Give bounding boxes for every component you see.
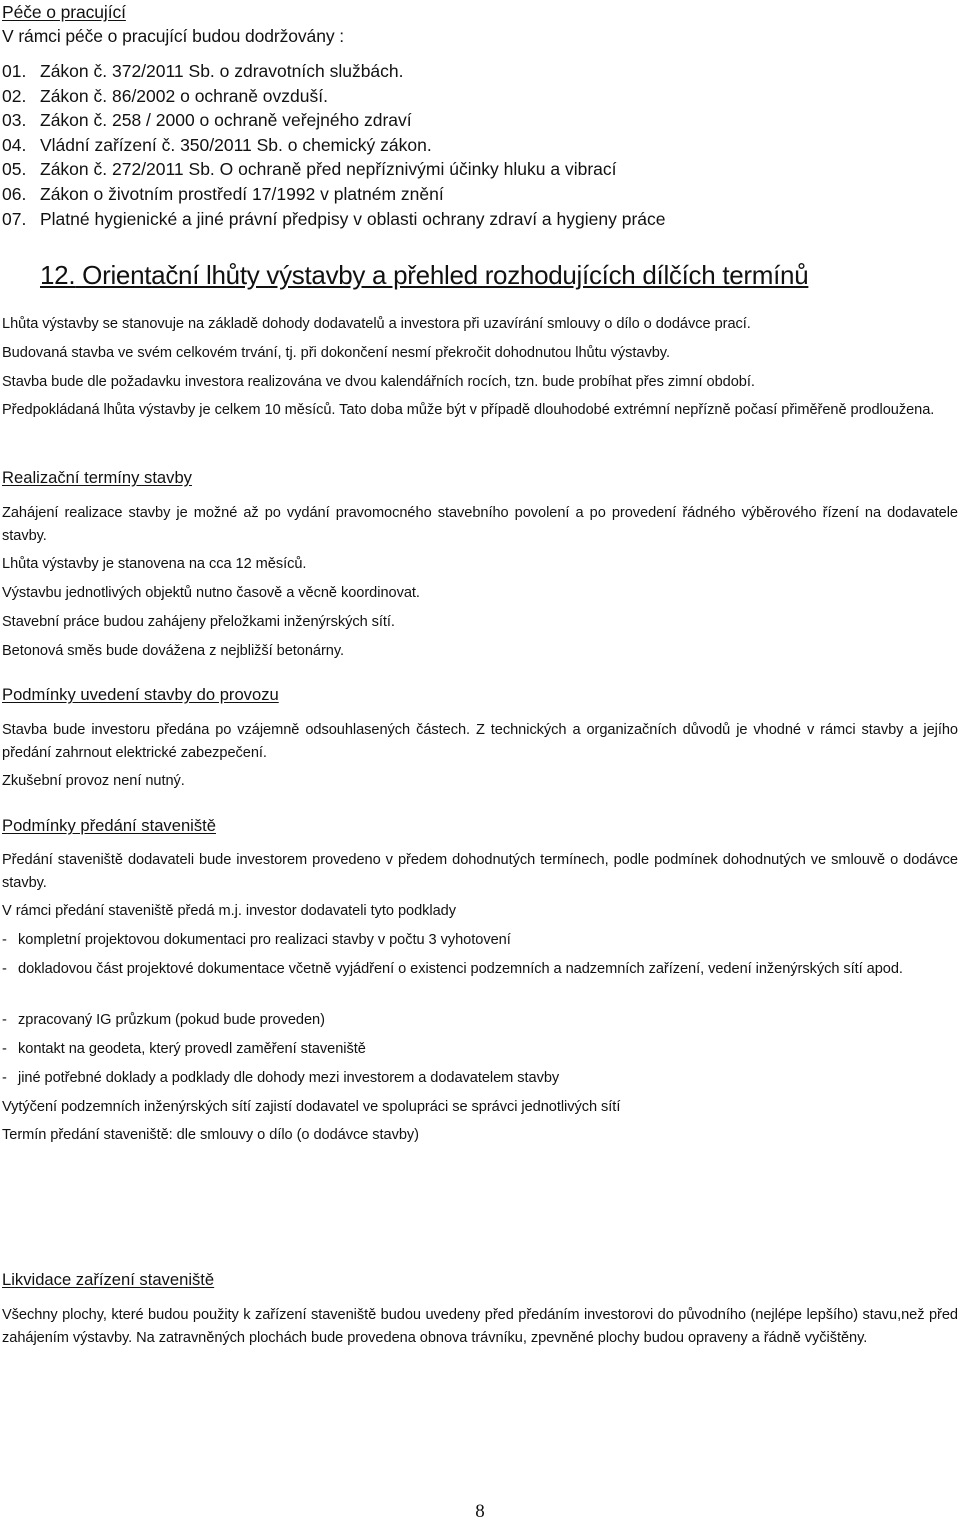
list-item bbox=[2, 1038, 958, 1061]
section-number: 12. bbox=[40, 260, 76, 290]
terms-paragraph: Stavební práce budou zahájeny přeložkami inženýrských sítí. bbox=[2, 614, 395, 630]
list-item bbox=[2, 929, 958, 952]
list-item-text: kompletní projektovou dokumentaci pro realizaci stavby v počtu 3 vyhotovení bbox=[18, 932, 511, 948]
law-number: 05. bbox=[2, 159, 27, 180]
list-item-text: jiné potřebné doklady a podklady dle dohody mezi investorem a dodavatelem stavby bbox=[18, 1070, 560, 1086]
law-list bbox=[2, 59, 958, 231]
terms-paragraph: Betonová směs bude dovážena z nejbližší betonárny. bbox=[2, 643, 345, 659]
law-text: Zákon č. 86/2002 o ochraně ovzduší. bbox=[40, 85, 328, 106]
law-text: Zákon č. 372/2011 Sb. o zdravotních službách. bbox=[40, 61, 404, 81]
handover-paragraph: Termín předání staveniště: dle smlouvy o dílo (o dodávce stavby) bbox=[2, 1127, 419, 1143]
law-number: 06. bbox=[2, 183, 27, 204]
list-dash: - bbox=[2, 1012, 7, 1028]
law-item bbox=[2, 108, 958, 133]
law-item bbox=[2, 133, 958, 158]
list-item-text: zpracovaný IG průzkum (pokud bude proveden) bbox=[18, 1012, 325, 1028]
list-dash: - bbox=[2, 1041, 7, 1057]
liquidation-paragraph: Všechny plochy, které budou použity k zařízení staveniště budou uvedeny před předáním investorovi do původního (nejlépe lepšího) stavu,než před zahájením výstavby. Na zatravněných plochách bude provedena obnova trávníku, zpevněné plochy budou opraveny a řádně vyčištěny. bbox=[2, 1307, 958, 1347]
law-number: 04. bbox=[2, 134, 27, 155]
list-item bbox=[2, 1067, 958, 1090]
law-item bbox=[2, 157, 958, 182]
law-item bbox=[2, 207, 958, 232]
terms-title: Realizační termíny stavby bbox=[2, 468, 192, 487]
terms-paragraph: Zahájení realizace stavby je možné až po vydání pravomocného stavebního povolení a po provedení řádného výběrového řízení na dodavatele stavby. bbox=[2, 505, 958, 545]
list-item bbox=[2, 1009, 958, 1032]
law-text: Zákon o životním prostředí 17/1992 v platném znění bbox=[40, 183, 444, 204]
list-dash: - bbox=[2, 961, 7, 977]
law-number: 02. bbox=[2, 85, 27, 106]
list-item-text: kontakt na geodeta, který provedl zaměření staveniště bbox=[18, 1041, 366, 1057]
law-text: Vládní zařízení č. 350/2011 Sb. o chemický zákon. bbox=[40, 134, 432, 155]
section-12-paragraph: Stavba bude dle požadavku investora realizována ve dvou kalendářních rocích, tzn. bude probíhat přes zimní období. bbox=[2, 374, 755, 390]
law-number: 01. bbox=[2, 61, 27, 81]
handover-paragraph: Předání staveniště dodavateli bude investorem provedeno v předem dohodnutých termínech, podle podmínek dohodnutých ve smlouvě o dodávce stavby. bbox=[2, 852, 958, 892]
section-12-heading bbox=[2, 259, 958, 291]
list-dash: - bbox=[2, 1070, 7, 1086]
law-text: Zákon č. 258 / 2000 o ochraně veřejného zdraví bbox=[40, 110, 412, 131]
list-item-text: dokladovou část projektové dokumentace včetně vyjádření o existenci podzemních a nadzemních zařízení, vedení inženýrských sítí apod. bbox=[18, 961, 903, 977]
law-number: 07. bbox=[2, 208, 27, 229]
handover-paragraph: V rámci předání staveniště předá m.j. investor dodavateli tyto podklady bbox=[2, 903, 456, 919]
section-12-paragraph: Lhůta výstavby se stanovuje na základě dohody dodavatelů a investora při uzavírání smlouvy o dílo o dodávce prací. bbox=[2, 316, 751, 332]
care-intro: V rámci péče o pracující budou dodržovány : bbox=[2, 26, 345, 46]
care-title: Péče o pracující bbox=[2, 2, 126, 22]
liquidation-title: Likvidace zařízení staveniště bbox=[2, 1270, 215, 1289]
law-item bbox=[2, 59, 958, 84]
terms-paragraph: Výstavbu jednotlivých objektů nutno časově a věcně koordinovat. bbox=[2, 585, 420, 601]
law-number: 03. bbox=[2, 110, 27, 131]
law-text: Zákon č. 272/2011 Sb. O ochraně před nepříznivými účinky hluku a vibrací bbox=[40, 159, 617, 180]
list-item bbox=[2, 958, 958, 981]
law-item bbox=[2, 182, 958, 207]
section-12-paragraph: Předpokládaná lhůta výstavby je celkem 10 měsíců. Tato doba může být v případě dlouhodobé extrémní nepřízně počasí přiměřeně prodloužena. bbox=[2, 402, 935, 418]
operation-paragraph: Stavba bude investoru předána po vzájemně odsouhlasených částech. Z technických a organizačních důvodů je vhodné v rámci stavby a jejího předání zahrnout elektrické zabezpečení. bbox=[2, 722, 958, 762]
list-dash: - bbox=[2, 932, 7, 948]
terms-paragraph: Lhůta výstavby je stanovena na cca 12 měsíců. bbox=[2, 556, 307, 572]
operation-title: Podmínky uvedení stavby do provozu bbox=[2, 685, 279, 704]
handover-paragraph: Vytýčení podzemních inženýrských sítí zajistí dodavatel ve spolupráci se správci jednotlivých sítí bbox=[2, 1099, 621, 1115]
law-text: Platné hygienické a jiné právní předpisy v oblasti ochrany zdraví a hygieny práce bbox=[40, 208, 666, 229]
law-item bbox=[2, 84, 958, 109]
operation-paragraph: Zkušební provoz není nutný. bbox=[2, 773, 185, 789]
handover-title: Podmínky předání staveniště bbox=[2, 816, 216, 835]
section-12-paragraph: Budovaná stavba ve svém celkovém trvání, tj. při dokončení nesmí překročit dohodnutou lhůtu výstavby. bbox=[2, 345, 670, 361]
page-number: 8 bbox=[475, 1501, 485, 1522]
section-title: Orientační lhůty výstavby a přehled rozhodujících dílčích termínů bbox=[75, 260, 809, 290]
